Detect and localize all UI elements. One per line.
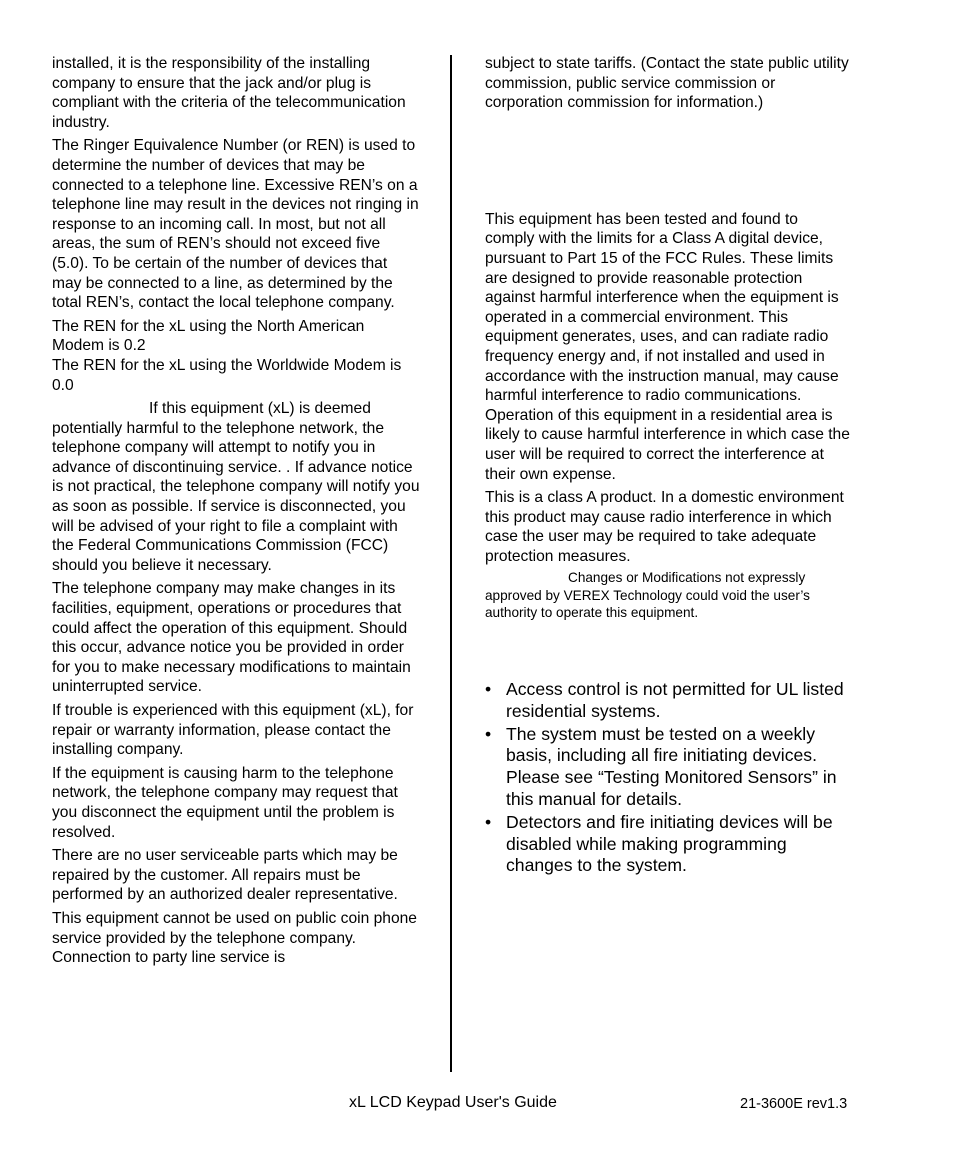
ren-north-american-paragraph: The REN for the xL using the North American Modem is 0.2 bbox=[52, 317, 365, 355]
right-column bbox=[485, 54, 850, 878]
bullet-icon: • bbox=[485, 723, 492, 744]
fcc-class-a-paragraph: This equipment has been tested and found to comply with the limits for a Class A digital device, pursuant to Part 15 of the FCC Rules. These limits are designed to provide reasonable protection against harmful interference when the equipment is operated in a commercial environment. This equipment generates, uses, and can radiate radio frequency energy and, if not installed and used in accordance with the instruction manual, may cause harmful interference to radio communications. Operation of this equipment in a residential area is likely to cause harmful interference in which case the user will be required to correct the interference at their own expense. bbox=[485, 210, 850, 483]
bullet-icon: • bbox=[485, 811, 492, 832]
state-tariffs-paragraph: subject to state tariffs. (Contact the state public utility commission, public service commission or corporation commission for information.) bbox=[485, 55, 849, 112]
disconnect-paragraph: If the equipment is causing harm to the telephone network, the telephone company may request that you disconnect the equipment until the problem is resolved. bbox=[52, 764, 398, 841]
left-column bbox=[52, 54, 420, 972]
facility-changes-paragraph: The telephone company may make changes in its facilities, equipment, operations or procedures that could affect the operation of this equipment. Should this occur, advance notice you be provided in order for you to make necessary modifications to maintain uninterrupted service. bbox=[52, 580, 411, 696]
modifications-paragraph: Changes or Modifications not expressly approved by VEREX Technology could void the user’s authority to operate this equipment. bbox=[485, 570, 810, 621]
serviceable-parts-paragraph: There are no user serviceable parts which may be repaired by the customer. All repairs must be performed by an authorized dealer representative. bbox=[52, 847, 398, 904]
footer-document-code: 21-3600E rev1.3 bbox=[740, 1096, 848, 1112]
footer-title: xL LCD Keypad User's Guide bbox=[349, 1094, 557, 1111]
column-divider bbox=[450, 55, 452, 1072]
harm-notice-paragraph: If this equipment (xL) is deemed potentially harmful to the telephone network, the telephone company will attempt to notify you in advance of discontinuing service. . If advance notice is not practical, the telephone company will notify you as soon as possible. If service is disconnected, you will be advised of your right to file a complaint with the Federal Communications Commission (FCC) should you believe it necessary. bbox=[52, 400, 420, 574]
bullet-icon: • bbox=[485, 678, 492, 699]
installation-paragraph: installed, it is the responsibility of the installing company to ensure that the jack and/or plug is compliant with the criteria of the telecommunication industry. bbox=[52, 55, 406, 131]
class-a-product-paragraph: This is a class A product. In a domestic environment this product may cause radio interference in which case the user may be required to take adequate protection measures. bbox=[485, 489, 844, 565]
ren-worldwide-paragraph: The REN for the xL using the Worldwide Modem is 0.0 bbox=[52, 356, 402, 394]
list-item: • Access control is not permitted for UL listed residential systems. bbox=[485, 678, 844, 721]
list-item: • Detectors and fire initiating devices will be disabled while making programming changes to the system. bbox=[485, 811, 833, 876]
trouble-paragraph: If trouble is experienced with this equipment (xL), for repair or warranty information, please contact the installing company. bbox=[52, 702, 414, 759]
coin-phone-paragraph: This equipment cannot be used on public coin phone service provided by the telephone company. Connection to party line service is bbox=[52, 909, 417, 967]
list-item: • The system must be tested on a weekly basis, including all fire initiating devices. Please see “Testing Monitored Sensors” in this manual for details. bbox=[485, 723, 837, 809]
ren-definition-paragraph: The Ringer Equivalence Number (or REN) is used to determine the number of devices that may be connected to a telephone line. Excessive REN’s on a telephone line may result in the devices not ringing in response to an incoming call. In most, but not all areas, the sum of REN’s should not exceed five (5.0). To be certain of the number of devices that may be connected to a line, as determined by the total REN’s, contact the local telephone company. bbox=[52, 137, 419, 312]
ul-requirements-list bbox=[485, 679, 850, 877]
